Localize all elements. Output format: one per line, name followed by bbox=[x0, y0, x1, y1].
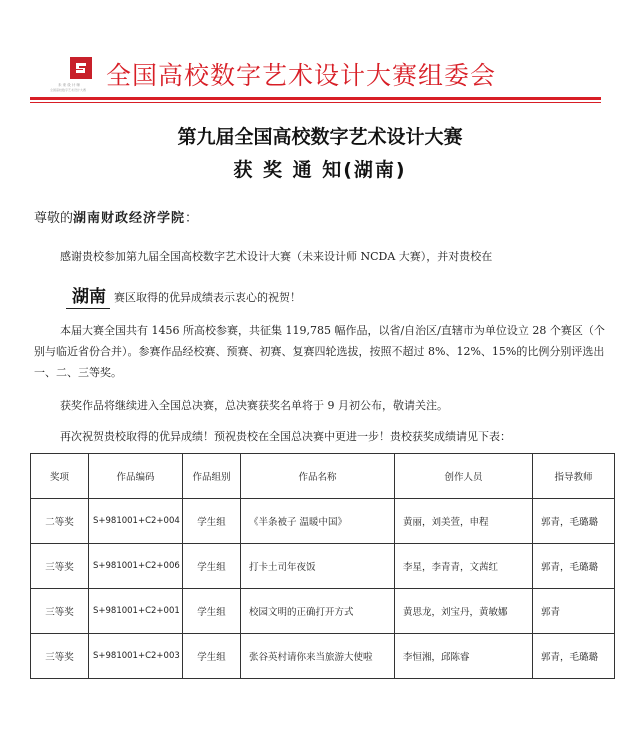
document-title: 第九届全国高校数字艺术设计大赛 bbox=[177, 126, 463, 148]
advisors-cell: 郭青，毛璐璐 bbox=[533, 544, 615, 589]
paragraph-closing: 再次祝贺贵校取得的优异成绩！预祝贵校在全国总决赛中更进一步！贵校获奖成绩请见下表： bbox=[60, 430, 511, 443]
document-subtitle: 获 奖 通 知(湖南) bbox=[233, 159, 407, 181]
region-congrats: 赛区取得的优异成绩表示衷心的祝贺！ bbox=[114, 291, 301, 304]
table-row bbox=[31, 544, 615, 589]
paragraph-thanks: 感谢贵校参加第九届全国高校数字艺术设计大赛（未来设计师 NCDA 大赛），并对贵校在 bbox=[60, 250, 493, 263]
paragraph-stats: 本届大赛全国共有 1456 所高校参赛，共征集 119,785 幅作品，以省/自治区/直辖市为单位设立 28 个赛区（个别与临近省份合并）。参赛作品经校赛、预赛、初赛、复赛四轮选拔，按照不超过 8%、12%、15%的比例分别评选出一、二、三等奖。 bbox=[34, 324, 605, 379]
table-row bbox=[31, 499, 615, 544]
greeting-suffix: ： bbox=[185, 211, 199, 226]
header-award: 奖项 bbox=[31, 454, 89, 499]
header-code: 作品编码 bbox=[89, 454, 183, 499]
work-name-cell: 打卡土司年夜饭 bbox=[241, 544, 395, 589]
table-row bbox=[31, 589, 615, 634]
header-creators: 创作人员 bbox=[395, 454, 533, 499]
work-name-cell: 张谷英村请你来当旅游大使啦 bbox=[241, 634, 395, 679]
advisors-cell: 郭青，毛璐璐 bbox=[533, 634, 615, 679]
logo bbox=[70, 57, 92, 79]
logo-caption-sub: 全国高校数字艺术设计大赛 bbox=[50, 88, 87, 92]
creators-cell: 黄丽，刘美萱，申程 bbox=[395, 499, 533, 544]
group-cell: 学生组 bbox=[183, 544, 241, 589]
code-cell: S+981001+C2+006 bbox=[89, 544, 183, 589]
advisors-cell: 郭青，毛璐璐 bbox=[533, 499, 615, 544]
code-cell: S+981001+C2+003 bbox=[89, 634, 183, 679]
table-header-row bbox=[31, 454, 615, 499]
advisors-cell: 郭青 bbox=[533, 589, 615, 634]
recipient-name: 湖南财政经济学院 bbox=[73, 211, 186, 226]
work-name-cell: 校园文明的正确打开方式 bbox=[241, 589, 395, 634]
group-cell: 学生组 bbox=[183, 589, 241, 634]
code-cell: S+981001+C2+001 bbox=[89, 589, 183, 634]
org-title: 全国高校数字艺术设计大赛组委会 bbox=[106, 61, 497, 90]
greeting bbox=[34, 210, 198, 228]
header-work-name: 作品名称 bbox=[241, 454, 395, 499]
award-cell: 二等奖 bbox=[31, 499, 89, 544]
awards-table bbox=[30, 453, 615, 679]
header-group: 作品组别 bbox=[183, 454, 241, 499]
paragraph-finals: 获奖作品将继续进入全国总决赛，总决赛获奖名单将于 9 月初公布，敬请关注。 bbox=[60, 399, 448, 412]
award-cell: 三等奖 bbox=[31, 634, 89, 679]
award-cell: 三等奖 bbox=[31, 589, 89, 634]
award-cell: 三等奖 bbox=[31, 544, 89, 589]
region-name: 湖南 bbox=[72, 287, 106, 307]
logo-mark-icon bbox=[73, 60, 89, 76]
group-cell: 学生组 bbox=[183, 499, 241, 544]
work-name-cell: 《半条被子 温暖中国》 bbox=[241, 499, 395, 544]
header-rule-thin bbox=[30, 102, 601, 103]
code-cell: S+981001+C2+004 bbox=[89, 499, 183, 544]
creators-cell: 李恒湘，邱陈睿 bbox=[395, 634, 533, 679]
greeting-prefix: 尊敬的 bbox=[34, 211, 74, 226]
creators-cell: 李星，李青青，文茜红 bbox=[395, 544, 533, 589]
logo-caption: 未 来 设 计 师 bbox=[58, 83, 80, 87]
region-underline bbox=[66, 308, 110, 309]
group-cell: 学生组 bbox=[183, 634, 241, 679]
header-rule bbox=[30, 97, 601, 100]
creators-cell: 黄思龙，刘宝丹，黄敏娜 bbox=[395, 589, 533, 634]
table-row bbox=[31, 634, 615, 679]
header-advisors: 指导教师 bbox=[533, 454, 615, 499]
